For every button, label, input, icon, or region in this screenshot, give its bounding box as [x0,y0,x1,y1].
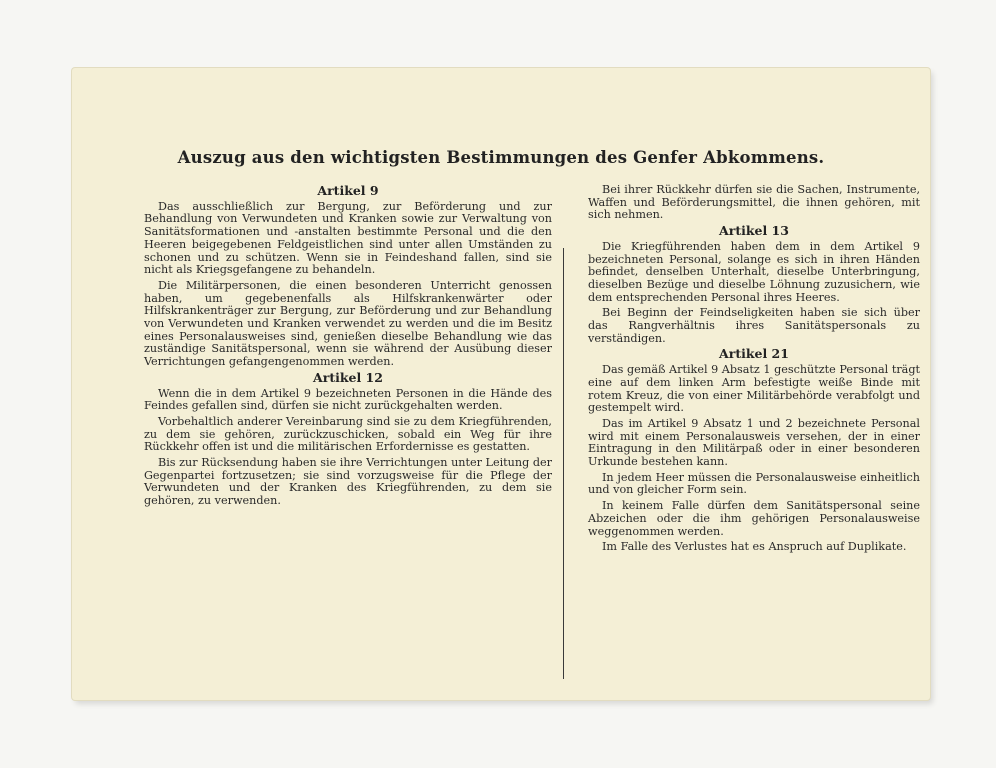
column-divider [563,248,564,679]
document-card [72,68,930,700]
article-12-heading: Artikel 12 [313,369,383,385]
article-12-paragraph-2: Vorbehaltlich anderer Vereinbarung sind sie zu dem Kriegführenden, zu dem sie gehören, zurückzuschicken, sobald ein Weg für ihre Rückkehr offen ist und die militärischen Erfordernisse es gestatten. [144,414,552,454]
article-21-paragraph-5: Im Falle des Verlustes hat es Anspruch auf Duplikate. [602,540,907,554]
article-21-heading: Artikel 21 [719,346,789,362]
article-21-paragraph-3: In jedem Heer müssen die Personalausweise einheitlich und von gleicher Form sein. [588,470,920,497]
article-13-paragraph-2: Bei Beginn der Feindseligkeiten haben sie sich über das Rangverhältnis ihres Sanitätspersonals zu verständigen. [588,306,920,345]
article-13-paragraph-1: Die Kriegführenden haben dem in dem Artikel 9 bezeichneten Personal, solange es sich in ihren Händen befindet, denselben Unterhalt, dieselbe Unterbringung, dieselben Bezüge und dieselbe Löhnung zuzusichern, wie dem entsprechenden Personal ihres Heeres. [588,239,920,304]
article-12-paragraph-1: Wenn die in dem Artikel 9 bezeichneten Personen in die Hände des Feindes gefallen sind, dürfen sie nicht zurückgehalten werden. [144,386,552,413]
document-title: Auszug aus den wichtigsten Bestimmungen des Genfer Abkommens. [177,148,825,167]
article-13-heading: Artikel 13 [719,223,789,239]
article-21-paragraph-2: Das im Artikel 9 Absatz 1 und 2 bezeichnete Personal wird mit einem Personalausweis versehen, der in einer Eintragung in den Militärpaß oder in einer besonderen Urkunde bestehen kann. [588,416,920,469]
article-9-heading: Artikel 9 [317,183,379,198]
article-21-paragraph-1: Das gemäß Artikel 9 Absatz 1 geschützte Personal trägt eine auf dem linken Arm befestigte weiße Binde mit rotem Kreuz, die von einer Militärbehörde verabfolgt und gestempelt wird. [588,363,920,415]
article-12-paragraph-3: Bis zur Rücksendung haben sie ihre Verrichtungen unter Leitung der Gegenpartei fortzusetzen; sie sind vorzugsweise für die Pflege der Verwundeten und der Kranken des Kriegführenden, zu dem sie gehören, zu verwenden. [144,456,552,508]
article-12-paragraph-4: Bei ihrer Rückkehr dürfen sie die Sachen, Instrumente, Waffen und Beförderungsmittel, die ihnen gehören, mit sich nehmen. [588,183,920,222]
article-21-paragraph-4: In keinem Falle dürfen dem Sanitätspersonal seine Abzeichen oder die ihm gehörigen Personalausweise weggenommen werden. [588,499,920,538]
article-9-paragraph-2: Die Militärpersonen, die einen besonderen Unterricht genossen haben, um gegebenenfalls als Hilfskrankenwärter oder Hilfskrankenträger zur Bergung, zur Beförderung und zur Behandlung von Verwundeten und Kranken verwendet zu werden und die im Besitz eines Personalausweises sind, genießen dieselbe Behandlung wie das zuständige Sanitätspersonal, wenn sie während der Ausübung dieser Verrichtungen gefangengenommen werden. [144,278,552,369]
article-9-paragraph-1: Das ausschließlich zur Bergung, zur Beförderung und zur Behandlung von Verwundeten und Kranken sowie zur Verwaltung von Sanitätsformationen und -anstalten bestimmte Personal und die den Heeren beigegebenen Feldgeistlichen sind unter allen Umständen zu schonen und zu schützen. Wenn sie in Feindeshand fallen, sind sie nicht als Kriegsgefangene zu behandeln. [144,199,552,277]
right-column [588,184,920,557]
left-column [144,184,552,511]
